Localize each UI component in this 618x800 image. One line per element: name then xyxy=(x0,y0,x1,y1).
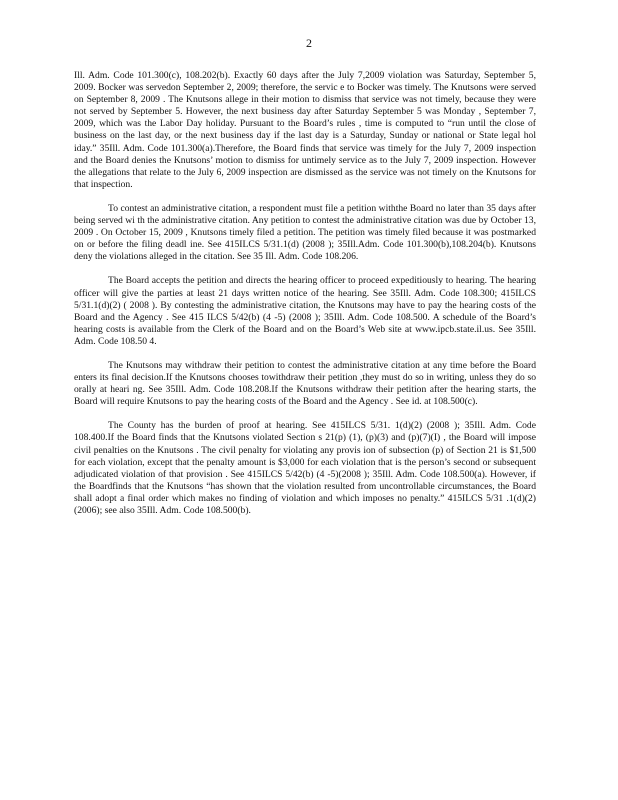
paragraph-petition-filing: To contest an administrative citation, a respondent must file a petition withthe Board no later than 35 days after being served wi th the administrative citation. Any petition to contest the administrative citation was due by October 13, 2009 . On October 15, 2009 , Knutsons timely filed a petition. The petition was timely filed because it was postmarked on or before the filing deadl ine. See 415ILCS 5/31.1(d) (2008 ); 35Ill.Adm. Code 101.300(b),108.204(b). Knutsons deny the violations alleged in the citation. See 35 Ill. Adm. Code 108.206. xyxy=(74,202,536,263)
paragraph-hearing-accepted: The Board accepts the petition and directs the hearing officer to proceed expeditiously to hearing. The hearing officer will give the parties at least 21 days written notice of the hearing. See 35Ill. Adm. Code 108.300; 415ILCS 5/31.1(d)(2) ( 2008 ). By contesting the administrative citation, the Knutsons may have to pay the hearing costs of the Board and the Agency . See 415 ILCS 5/42(b) (4 -5) (2008 ); 35Ill. Adm. Code 108.500. A schedule of the Board’s hearing costs is available from the Clerk of the Board and on the Board’s Web site at www.ipcb.state.il.us. See 35Ill. Adm. Code 108.50 4. xyxy=(74,275,536,347)
paragraph-service-timeliness: Ill. Adm. Code 101.300(c), 108.202(b). Exactly 60 days after the July 7,2009 violation was Saturday, September 5, 2009. Bocker was servedon September 2, 2009; therefore, the servic e to Bocker was timely. The Knutsons were served on September 8, 2009 . The Knutsons allege in their motion to dismiss that service was not timely, because they were not served by September 5. However, the next business day after Saturday September 5 was Monday , September 7, 2009, which was the Labor Day holiday. Pursuant to the Board’s rules , time is computed to “run until the close of business on the last day, or the next business day if the last day is a Saturday, Sunday or national or State legal hol iday.” 35Ill. Adm. Code 101.300(a).Therefore, the Board finds that service was timely for the July 7, 2009 inspection and the Board denies the Knutsons’ motion to dismiss for untimely service as to the July 7, 2009 inspection. However the allegations that relate to the July 6, 2009 inspection are dismissed as the service was not timely on the Knutsons for that inspection. xyxy=(74,70,536,190)
paragraph-burden-of-proof: The County has the burden of proof at hearing. See 415ILCS 5/31. 1(d)(2) (2008 ); 35Ill. Adm. Code 108.400.If the Board finds that the Knutsons violated Section s 21(p) (1), (p)(3) and (p)(7)(I) , the Board will impose civil penalties on the Knutsons . The civil penalty for violating any provis ion of subsection (p) of Section 21 is $1,500 for each violation, except that the penalty amount is $3,000 for each violation that is the person’s second or subsequent adjudicated violation of that provision . See 415ILCS 5/42(b) (4 -5)(2008 ); 35Ill. Adm. Code 108.500(a). However, if the Boardfinds that the Knutsons “has shown that the violation resulted from uncontrollable circumstances, the Board shall adopt a final order which makes no finding of violation and which imposes no penalty.” 415ILCS 5/31 .1(d)(2) (2006); see also 35Ill. Adm. Code 108.500(b). xyxy=(74,420,536,516)
paragraph-petition-withdrawal: The Knutsons may withdraw their petition to contest the administrative citation at any time before the Board enters its final decision.If the Knutsons chooses towithdraw their petition ,they must do so in writing, unless they do so orally at heari ng. See 35Ill. Adm. Code 108.208.If the Knutsons withdraw their petition after the hearing starts, the Board will require Knutsons to pay the hearing costs of the Board and the Agency . See id. at 108.500(c). xyxy=(74,359,536,408)
document-body xyxy=(74,70,536,529)
page-number: 2 xyxy=(306,36,312,50)
